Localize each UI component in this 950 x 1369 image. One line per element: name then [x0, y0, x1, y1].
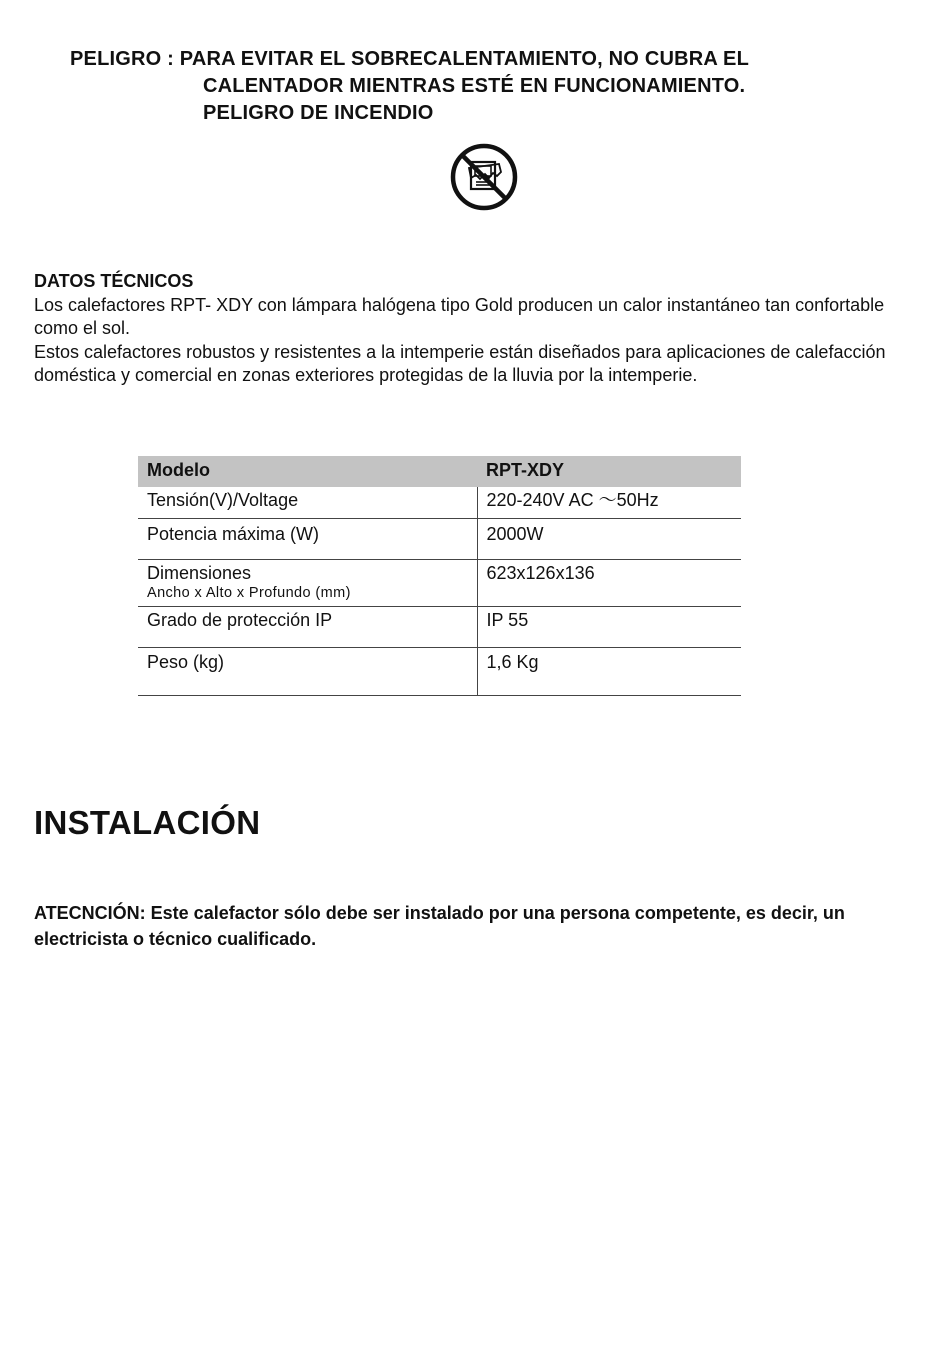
- spec-label: Peso (kg): [138, 648, 477, 696]
- table-row: [138, 560, 741, 607]
- spec-label-note: Ancho x Alto x Profundo (mm): [147, 585, 351, 601]
- spec-value: 220-240V AC ～50Hz: [486, 490, 659, 510]
- technical-data-section: [34, 270, 924, 388]
- warning-line-1: PELIGRO : PARA EVITAR EL SOBRECALENTAMIENTO, NO CUBRA EL: [70, 48, 750, 70]
- warning-line-3: PELIGRO DE INCENDIO: [203, 102, 434, 124]
- spec-table: [138, 456, 741, 696]
- technical-data-paragraph-2: Estos calefactores robustos y resistentes a la intemperie están diseñados para aplicaciones de calefacción doméstica y comercial en zonas exteriores protegidas de la lluvia por la intemperie.: [34, 341, 886, 385]
- danger-warning: [70, 46, 749, 127]
- technical-data-paragraph-1: Los calefactores RPT- XDY con lámpara halógena tipo Gold producen un calor instantáneo tan confortable como el sol.: [34, 294, 885, 338]
- table-row: [138, 487, 741, 519]
- spec-header-value: RPT-XDY: [486, 460, 565, 480]
- installation-title: INSTALACIÓN: [34, 804, 261, 841]
- table-row: [138, 519, 741, 560]
- spec-value: 623x126x136: [486, 563, 595, 583]
- installation-attention-note: ATECNCIÓN: Este calefactor sólo debe ser instalado por una persona competente, es decir, un electricista o técnico cualificado.: [34, 903, 845, 949]
- table-row: [138, 648, 741, 696]
- table-row: [138, 607, 741, 648]
- do-not-cover-icon: [449, 142, 519, 212]
- spec-table-header: [138, 456, 741, 487]
- technical-data-heading: DATOS TÉCNICOS: [34, 271, 194, 291]
- spec-label: Tensión(V)/Voltage: [138, 487, 477, 519]
- spec-label-cell: [138, 560, 477, 607]
- spec-label: Dimensiones: [147, 563, 252, 583]
- spec-value: 1,6 Kg: [486, 652, 539, 672]
- spec-label: Potencia máxima (W): [138, 519, 477, 560]
- spec-value: IP 55: [486, 610, 529, 630]
- warning-line-2: CALENTADOR MIENTRAS ESTÉ EN FUNCIONAMIENTO.: [203, 75, 746, 97]
- spec-header-label: Modelo: [147, 460, 210, 480]
- spec-value: 2000W: [486, 524, 544, 544]
- spec-label: Grado de protección IP: [138, 607, 477, 648]
